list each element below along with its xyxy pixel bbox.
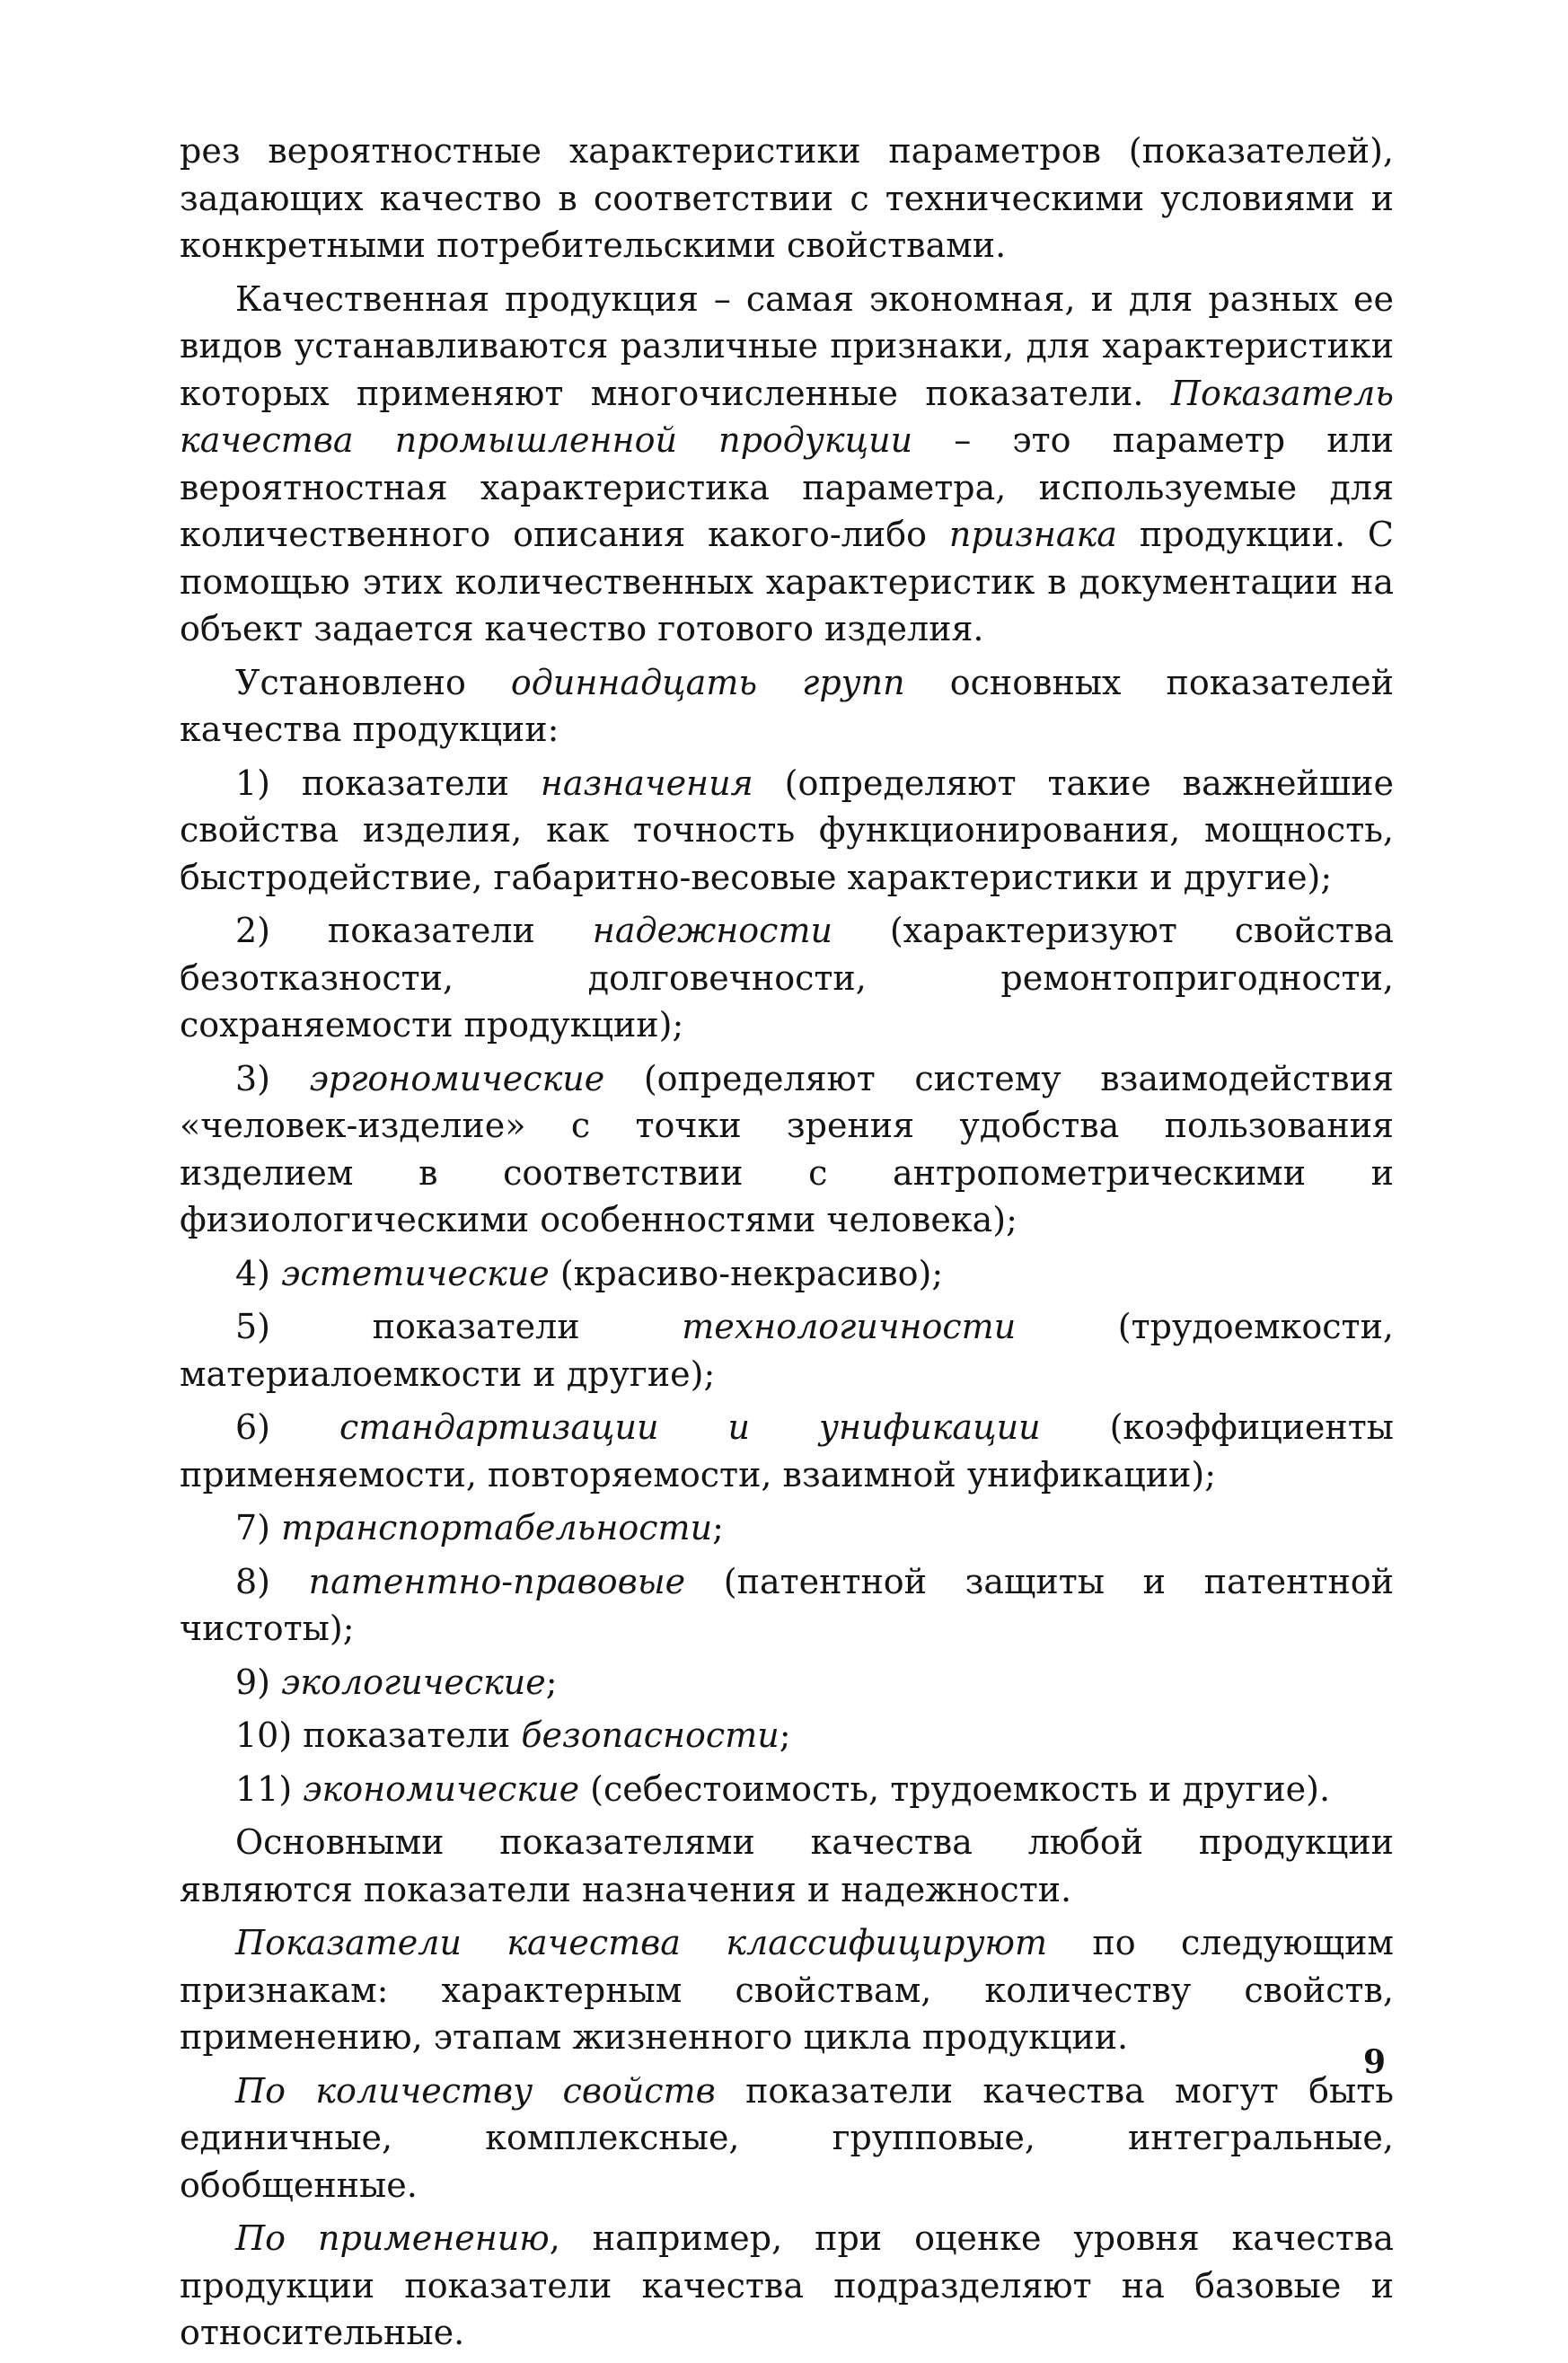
italic-term: безопасности bbox=[521, 1715, 780, 1755]
text-segment: 3) bbox=[235, 1058, 310, 1098]
italic-term: Показатели качества классифицируют bbox=[235, 1923, 1047, 1962]
list-item-7 bbox=[180, 1504, 1394, 1552]
text-segment: 8) bbox=[235, 1561, 309, 1601]
text-segment: (себестоимость, трудоемкость и другие). bbox=[579, 1768, 1331, 1809]
italic-term: надежности bbox=[592, 911, 832, 950]
italic-term: По количеству свойств bbox=[235, 2070, 716, 2111]
list-item-9 bbox=[180, 1659, 1394, 1706]
list-item-5 bbox=[180, 1303, 1394, 1398]
italic-term: экономические bbox=[303, 1768, 580, 1809]
italic-term: транспортабельности bbox=[281, 1508, 713, 1547]
list-item-6 bbox=[180, 1404, 1394, 1498]
text-segment: 1) показатели bbox=[235, 763, 541, 803]
text-segment: (коэффициенты применяемости, повторяемости, взаимной унификации); bbox=[180, 1407, 1394, 1495]
text-segment: ; bbox=[545, 1662, 558, 1702]
text-segment: Установлено bbox=[235, 662, 511, 702]
italic-term: экологические bbox=[281, 1662, 546, 1702]
list-item-11 bbox=[180, 1766, 1394, 1813]
italic-term: патентно-правовые bbox=[308, 1561, 686, 1601]
list-item-4 bbox=[180, 1250, 1394, 1298]
italic-term: эстетические bbox=[281, 1253, 550, 1293]
text-segment: (патентной защиты и патентной чистоты); bbox=[180, 1561, 1394, 1648]
text-segment: показатели качества могут быть единичные, комплексные, групповые, интегральные, обобщенные. bbox=[180, 2070, 1395, 2205]
list-item-3 bbox=[180, 1055, 1394, 1244]
paragraph-by-properties-count bbox=[180, 2068, 1394, 2209]
paragraph-main-indicators bbox=[180, 1819, 1394, 1913]
text-segment: , например, при оценке уровня качества продукции показатели качества подразделяют на базовые и относительные. bbox=[180, 2218, 1395, 2352]
text-segment: Основными показателями качества любой продукции являются показатели назначения и надежности. bbox=[180, 1822, 1394, 1909]
list-item-2 bbox=[180, 907, 1394, 1049]
text-segment: продукции. С помощью этих количественных характеристик в документации на объект задается качество готового изделия. bbox=[180, 515, 1394, 648]
italic-term: одиннадцать групп bbox=[510, 662, 905, 702]
italic-term: стандартизации и унификации bbox=[339, 1407, 1041, 1447]
paragraph-classification bbox=[180, 1919, 1394, 2061]
text-segment: по следующим признакам: характерным свойствам, количеству свойств, применению, этапам жизненного цикла продукции. bbox=[180, 1923, 1394, 2057]
italic-term: признака bbox=[948, 515, 1117, 554]
text-segment: 10) показатели bbox=[235, 1715, 522, 1755]
text-segment: Качественная продукция – самая экономная, и для разных ее видов устанавливаются различные признаки, для характеристики которых применяют многочисленные показатели. bbox=[180, 278, 1394, 413]
list-item-1 bbox=[180, 760, 1394, 902]
paragraph-by-application bbox=[180, 2215, 1394, 2357]
text-segment: 2) показатели bbox=[235, 911, 593, 950]
text-segment: – это параметр или вероятностная характеристика параметра, используемые для количественного описания какого-либо bbox=[180, 420, 1395, 554]
text-segment: (характеризуют свойства безотказности, долговечности, ремонтопригодности, сохраняемости продукции); bbox=[180, 911, 1394, 1045]
italic-term: По применению bbox=[235, 2218, 550, 2258]
text-segment: ; bbox=[779, 1715, 791, 1755]
list-item-10 bbox=[180, 1712, 1394, 1759]
text-segment: 9) bbox=[235, 1662, 282, 1702]
italic-term: назначения bbox=[540, 763, 753, 803]
text-segment: 11) bbox=[235, 1768, 304, 1809]
text-segment: 6) bbox=[235, 1407, 340, 1447]
text-segment: 4) bbox=[235, 1253, 282, 1293]
text-segment: ; bbox=[712, 1508, 724, 1547]
text-segment: 5) показатели bbox=[235, 1307, 683, 1346]
italic-term: Показатель качества промышленной продукции bbox=[180, 373, 1394, 460]
document-page bbox=[180, 128, 1394, 2363]
italic-term: эргономические bbox=[309, 1058, 605, 1098]
text-segment: основных показателей качества продукции: bbox=[180, 662, 1394, 749]
text-segment: рез вероятностные характеристики параметров (показателей), задающих качество в соответствии с техническими условиями и конкретными потребительскими свойствами. bbox=[180, 131, 1394, 265]
text-segment: (красиво-некрасиво); bbox=[549, 1253, 944, 1293]
text-segment: (трудоемкости, материалоемкости и другие); bbox=[180, 1307, 1394, 1394]
paragraph-quality-definition bbox=[180, 276, 1394, 653]
text-segment: 7) bbox=[235, 1508, 282, 1547]
text-segment: (определяют такие важнейшие свойства изделия, как точность функционирования, мощность, быстродействие, габаритно-весовые характеристики и другие); bbox=[180, 763, 1394, 897]
paragraph-continuation bbox=[180, 128, 1394, 269]
page-number: 9 bbox=[1363, 2043, 1387, 2081]
list-item-8 bbox=[180, 1558, 1394, 1653]
paragraph-groups-intro bbox=[180, 659, 1394, 754]
text-segment: (определяют систему взаимодействия «человек-изделие» с точки зрения удобства пользования изделием в соответствии с антропометрическими и физиологическими особенностями человека); bbox=[180, 1058, 1394, 1239]
italic-term: технологичности bbox=[682, 1307, 1017, 1346]
